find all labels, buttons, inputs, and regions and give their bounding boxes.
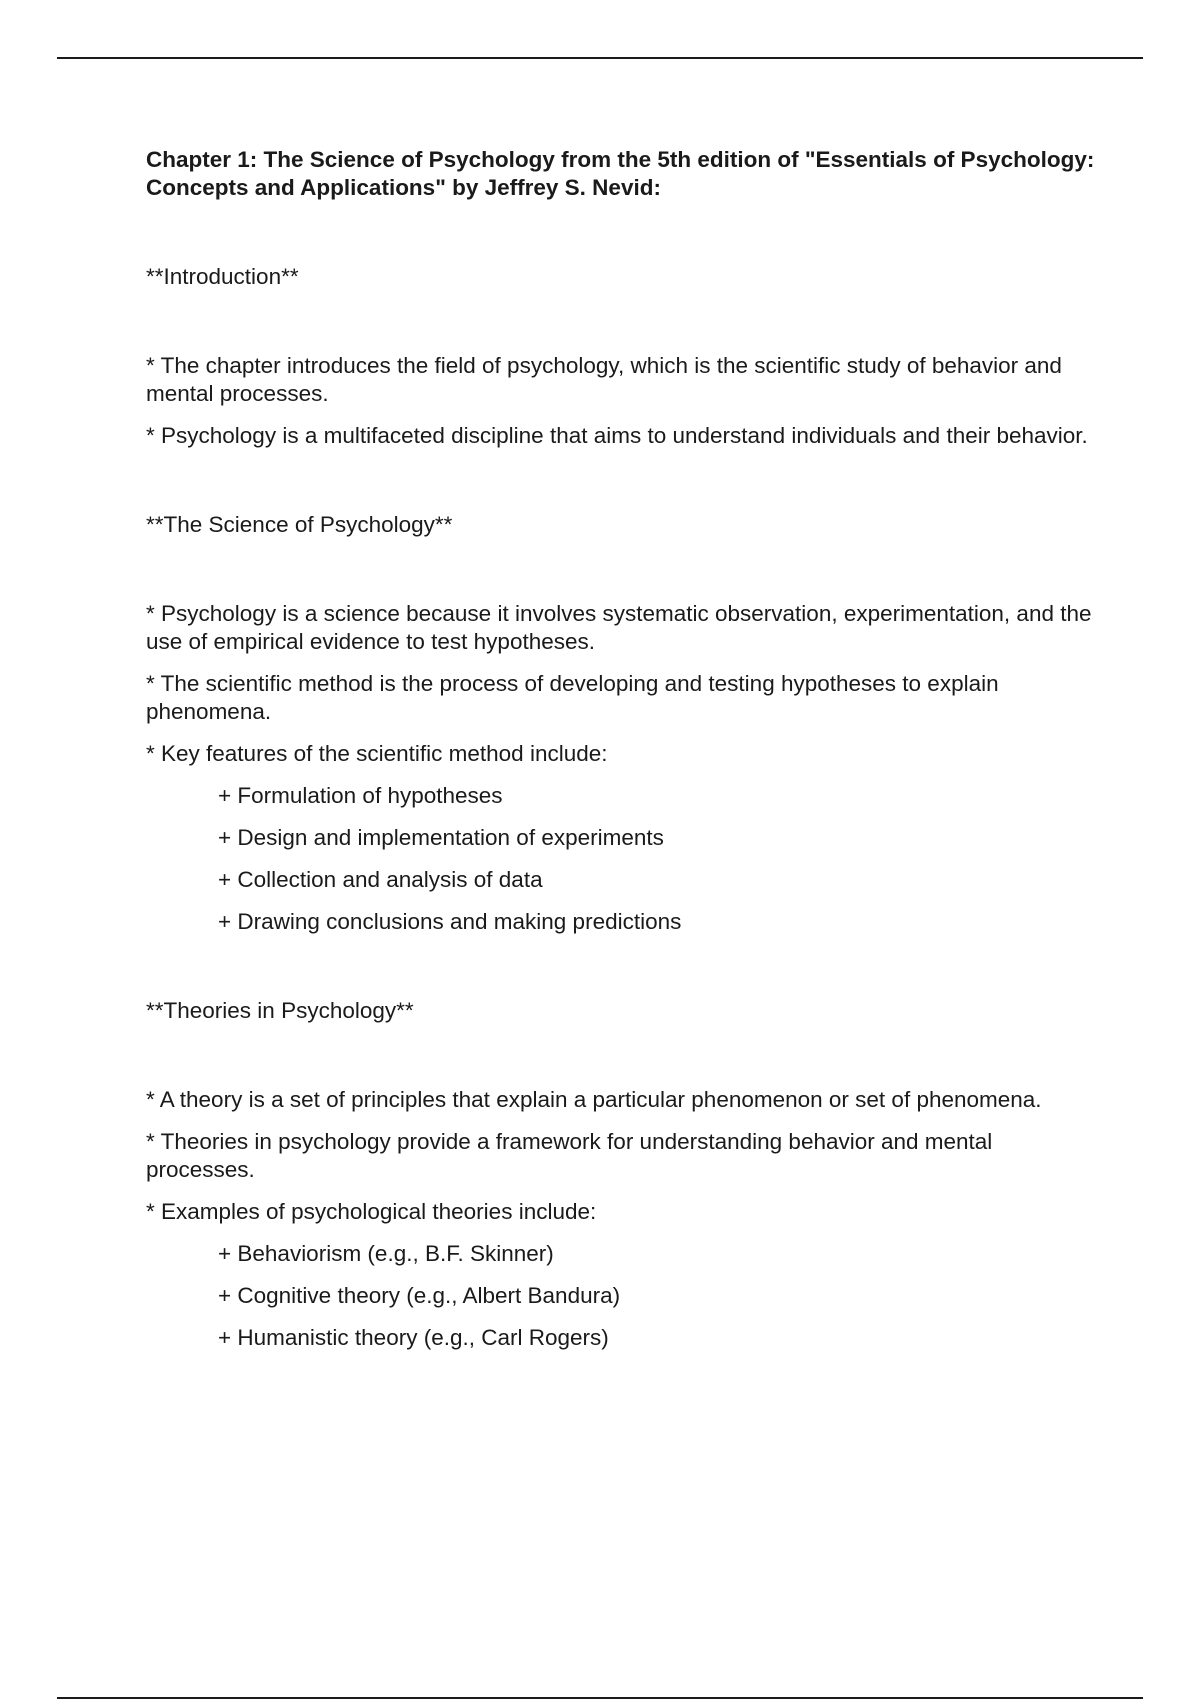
bullet-item: * Theories in psychology provide a framework for understanding behavior and mental processes. [146,1129,993,1182]
sub-bullet-item: + Cognitive theory (e.g., Albert Bandura) [218,1283,621,1308]
section-heading-introduction: **Introduction** [146,264,299,289]
sub-bullet-item: + Design and implementation of experiments [218,825,664,850]
sub-bullet-item: + Collection and analysis of data [218,867,543,892]
bullet-item: * Key features of the scientific method include: [146,741,608,766]
bullet-item: * The scientific method is the process of developing and testing hypotheses to explain phenomena. [146,671,999,724]
top-rule [57,57,1143,59]
document-title: Chapter 1: The Science of Psychology from the 5th edition of "Essentials of Psychology: Concepts and Applications" by Jeffrey S. Nevid: [146,147,1095,200]
sub-bullet-item: + Humanistic theory (e.g., Carl Rogers) [218,1325,609,1350]
sub-bullet-item: + Behaviorism (e.g., B.F. Skinner) [218,1241,554,1266]
sub-bullet-item: + Formulation of hypotheses [218,783,503,808]
section-heading-theories-in-psychology: **Theories in Psychology** [146,998,414,1023]
bullet-item: * A theory is a set of principles that explain a particular phenomenon or set of phenomena. [146,1087,1042,1112]
bullet-item: * Examples of psychological theories include: [146,1199,597,1224]
bullet-item: * The chapter introduces the field of psychology, which is the scientific study of behavior and mental processes. [146,353,1062,406]
bullet-item: * Psychology is a science because it involves systematic observation, experimentation, and the use of empirical evidence to test hypotheses. [146,601,1092,654]
section-heading-science-of-psychology: **The Science of Psychology** [146,512,453,537]
bullet-item: * Psychology is a multifaceted discipline that aims to understand individuals and their behavior. [146,423,1088,448]
sub-bullet-item: + Drawing conclusions and making predictions [218,909,682,934]
document-body [146,146,1096,1352]
bottom-rule [57,1697,1143,1699]
